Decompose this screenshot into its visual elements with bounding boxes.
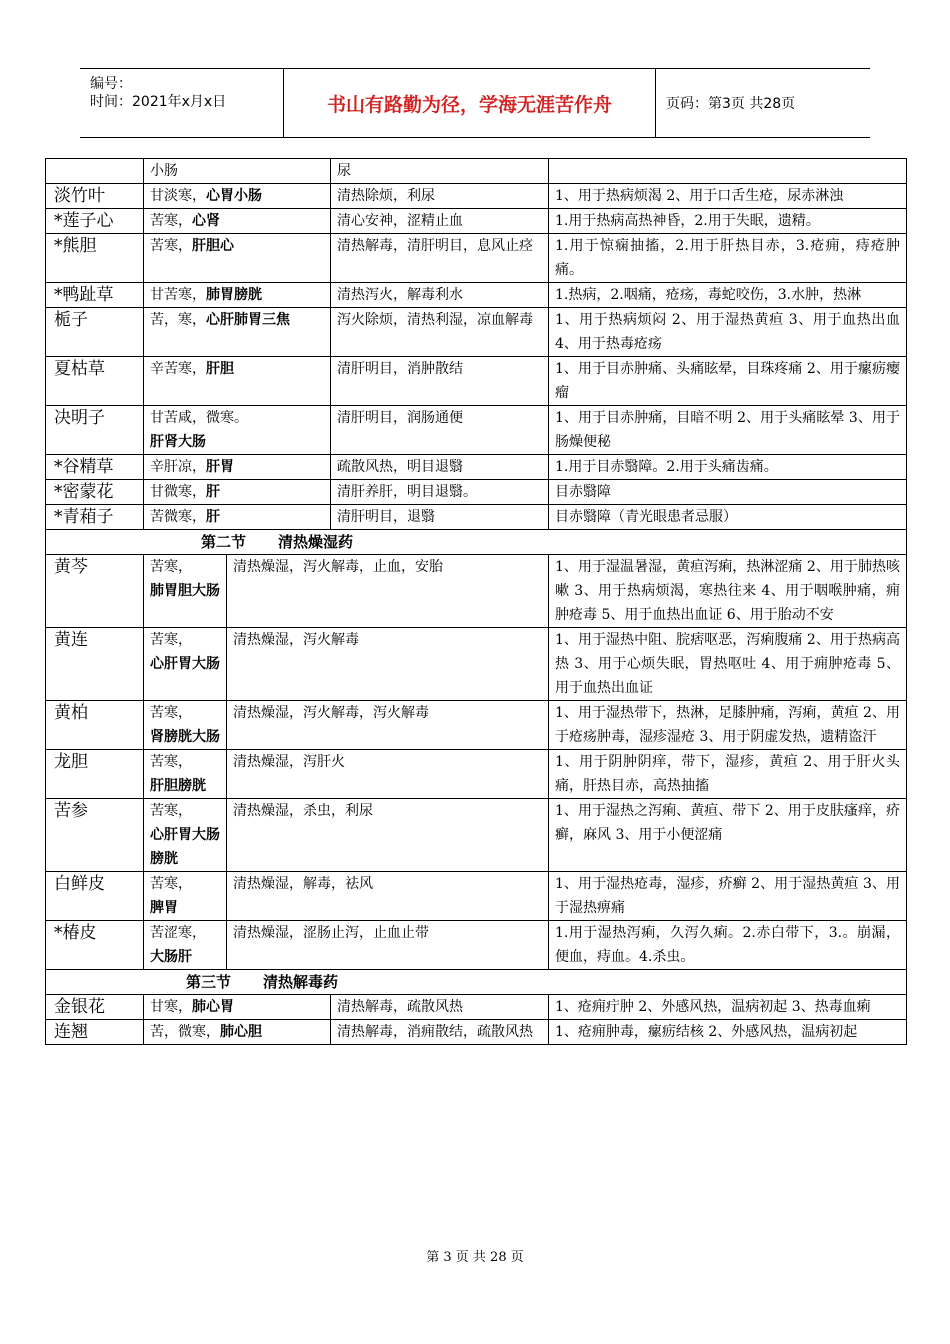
table-row <box>46 750 907 799</box>
indication-text: 1.用于目赤翳障。2.用于头痛齿痛。 <box>555 459 778 475</box>
table-row <box>46 799 907 872</box>
property-text: 小肠 <box>150 163 178 179</box>
section-heading <box>46 970 907 995</box>
table-row <box>46 480 907 505</box>
meridian-text: 肝胆膀胱 <box>150 778 206 794</box>
indication-text: 1、疮痈疔肿 2、外感风热，温病初起 3、热毒血痢 <box>555 999 871 1015</box>
herb-property <box>144 357 331 406</box>
herb-effect <box>331 995 549 1020</box>
effect-text: 清热解毒，消痈散结，疏散风热 <box>337 1024 533 1040</box>
herb-effect <box>331 159 549 184</box>
herb-indication <box>549 234 907 283</box>
page-footer: 第 3 页 共 28 页 <box>426 1250 524 1265</box>
table-row <box>46 234 907 283</box>
herb-name-text: *鸭趾草 <box>54 285 114 305</box>
effect-text: 清肝养肝，明目退翳。 <box>337 484 477 500</box>
indication-text: 1、用于目赤肿痛、头痛眩晕，目珠疼痛 2、用于瘰疬瘿瘤 <box>555 361 900 401</box>
herb-name-text: 黄连 <box>54 630 88 650</box>
property-text: 苦，寒， <box>150 312 206 328</box>
herb-name-text: 苦参 <box>54 801 88 821</box>
property-text: 辛肝凉， <box>150 459 206 475</box>
herb-effect <box>227 555 549 628</box>
herb-property <box>144 628 227 701</box>
herb-indication <box>549 283 907 308</box>
property-text: 苦寒， <box>150 705 192 721</box>
herb-effect <box>227 799 549 872</box>
table-row <box>46 995 907 1020</box>
herb-property <box>144 308 331 357</box>
indication-text: 1、用于湿热疮毒，湿疹，疥癣 2、用于湿热黄疸 3、用于湿热痹痛 <box>555 876 900 916</box>
property-text: 甘苦咸，微寒。 <box>150 410 248 426</box>
herb-indication <box>549 357 907 406</box>
herb-property <box>144 701 227 750</box>
meridian-text: 肺胃胆大肠 <box>150 583 220 599</box>
indication-text: 1、用于湿热带下，热淋，足膝肿痛，泻痢，黄疸 2、用于疮疡肿毒，湿疹湿疮 3、用于阴虚发热，遗精盗汗 <box>555 705 900 745</box>
table-row <box>46 555 907 628</box>
effect-text: 清热燥湿，涩肠止泻，止血止带 <box>233 925 429 941</box>
indication-text: 1.用于湿热泻痢，久泻久痢。2.赤白带下，3.。崩漏，便血，痔血。4.杀虫。 <box>555 925 900 965</box>
herb-indication <box>549 159 907 184</box>
herb-name-text: *密蒙花 <box>54 482 114 502</box>
herb-name-text: 金银花 <box>54 997 105 1017</box>
herb-property <box>144 209 331 234</box>
effect-text: 尿 <box>337 163 351 179</box>
herb-name <box>46 628 144 701</box>
effect-text: 清肝明目，退翳 <box>337 509 435 525</box>
herb-name-text: 龙胆 <box>54 752 88 772</box>
table-row <box>46 628 907 701</box>
herb-property <box>144 283 331 308</box>
herb-property <box>144 159 331 184</box>
effect-text: 清热燥湿，泻火解毒 <box>233 632 359 648</box>
herb-effect <box>227 750 549 799</box>
herb-indication <box>549 184 907 209</box>
table-row <box>46 505 907 530</box>
meridian-text: 脾胃 <box>150 900 178 916</box>
section-row <box>46 970 907 995</box>
property-text: 甘淡寒， <box>150 188 206 204</box>
herb-property <box>144 505 331 530</box>
property-text: 苦寒， <box>150 632 192 648</box>
herb-name <box>46 184 144 209</box>
herb-property <box>144 455 331 480</box>
effect-text: 清热燥湿，泻火解毒，泻火解毒 <box>233 705 429 721</box>
herb-property <box>144 750 227 799</box>
indication-text: 1.用于热病高热神昏，2.用于失眠，遗精。 <box>555 213 820 229</box>
herb-name-text: 白鲜皮 <box>54 874 105 894</box>
herb-effect <box>331 406 549 455</box>
meridian-text: 肝 <box>206 484 220 500</box>
indication-text: 1、疮痈肿毒，瘰疬结核 2、外感风热，温病初起 <box>555 1024 858 1040</box>
herb-property <box>144 872 227 921</box>
herb-name <box>46 455 144 480</box>
herb-name-text: 决明子 <box>54 408 105 428</box>
meridian-text: 肺心胃 <box>192 999 234 1015</box>
number-label: 编号： <box>90 76 132 92</box>
herb-property <box>144 921 227 970</box>
table-row <box>46 455 907 480</box>
herb-indication <box>549 308 907 357</box>
herb-name-text: 淡竹叶 <box>54 186 105 206</box>
herb-effect <box>331 283 549 308</box>
effect-text: 清热燥湿，泻火解毒，止血，安胎 <box>233 559 443 575</box>
herb-indication <box>549 872 907 921</box>
effect-text: 清肝明目，消肿散结 <box>337 361 463 377</box>
property-text: 甘寒， <box>150 999 192 1015</box>
indication-text: 1.用于惊痫抽搐，2.用于肝热目赤，3.疮痈，痔疮肿痛。 <box>555 238 900 278</box>
herb-effect <box>331 234 549 283</box>
property-text: 苦寒， <box>150 213 192 229</box>
property-text: 苦寒， <box>150 559 192 575</box>
page-header <box>80 68 870 138</box>
herb-name-text: *青葙子 <box>54 507 114 527</box>
herb-name-text: *椿皮 <box>54 923 97 943</box>
herb-property <box>144 1020 331 1045</box>
indication-text: 1、用于热病烦闷 2、用于湿热黄疸 3、用于血热出血 4、用于热毒疮疡 <box>555 312 900 352</box>
herb-name <box>46 283 144 308</box>
table-row <box>46 872 907 921</box>
herb-indication <box>549 209 907 234</box>
herb-name <box>46 159 144 184</box>
herb-name <box>46 872 144 921</box>
herb-name-text: 夏枯草 <box>54 359 105 379</box>
table-row <box>46 209 907 234</box>
property-text: 苦，微寒， <box>150 1024 220 1040</box>
herb-effect <box>227 701 549 750</box>
herb-name <box>46 995 144 1020</box>
property-text: 苦寒， <box>150 754 192 770</box>
meridian-text: 大肠肝 <box>150 949 192 965</box>
herb-effect <box>227 628 549 701</box>
herb-indication <box>549 921 907 970</box>
meridian-text: 肾膀胱大肠 <box>150 729 220 745</box>
meridian-text: 心胃小肠 <box>206 188 262 204</box>
table-row <box>46 1020 907 1045</box>
herb-name-text: 黄芩 <box>54 557 88 577</box>
indication-text: 1、用于湿热之泻痢、黄疸、带下 2、用于皮肤瘙痒，疥癣，麻风 3、用于小便涩痛 <box>555 803 900 843</box>
table-row <box>46 184 907 209</box>
effect-text: 清热解毒，疏散风热 <box>337 999 463 1015</box>
meridian-text: 肺胃膀胱 <box>206 287 262 303</box>
effect-text: 清热解毒，清肝明目，息风止痉 <box>337 238 533 254</box>
property-text: 苦寒， <box>150 876 192 892</box>
indication-text: 目赤翳障（青光眼患者忌服） <box>555 509 737 525</box>
meridian-text: 肝胃 <box>206 459 234 475</box>
herb-effect <box>331 480 549 505</box>
herb-indication <box>549 480 907 505</box>
property-text: 苦寒， <box>150 238 192 254</box>
indication-text: 目赤翳障 <box>555 484 611 500</box>
section-row <box>46 530 907 555</box>
herb-effect <box>331 505 549 530</box>
herb-indication <box>549 799 907 872</box>
meridian-text: 心肝胃大肠 <box>150 656 220 672</box>
herb-name <box>46 357 144 406</box>
herb-name <box>46 750 144 799</box>
herb-name-text: 黄柏 <box>54 703 88 723</box>
time-label: 时间：2021年x月x日 <box>90 94 227 110</box>
effect-text: 清热燥湿，杀虫，利尿 <box>233 803 373 819</box>
effect-text: 清热燥湿，泻肝火 <box>233 754 345 770</box>
herb-name <box>46 921 144 970</box>
herb-name-text: *谷精草 <box>54 457 114 477</box>
meridian-text: 肝肾大肠 <box>150 434 206 450</box>
table-row <box>46 357 907 406</box>
herb-indication <box>549 555 907 628</box>
property-text: 辛苦寒， <box>150 361 206 377</box>
effect-text: 清热泻火，解毒利水 <box>337 287 463 303</box>
effect-text: 清肝明目，润肠通便 <box>337 410 463 426</box>
property-text: 甘苦寒， <box>150 287 206 303</box>
effect-text: 清热除烦，利尿 <box>337 188 435 204</box>
herb-indication <box>549 406 907 455</box>
herb-effect <box>331 1020 549 1045</box>
herb-name <box>46 209 144 234</box>
herb-name <box>46 480 144 505</box>
property-text: 甘微寒， <box>150 484 206 500</box>
indication-text: 1、用于阴肿阴痒，带下，湿疹，黄疸 2、用于肝火头痛，肝热目赤，高热抽搐 <box>555 754 900 794</box>
section-title: 清热燥湿药 <box>278 533 354 551</box>
herb-name-text: 栀子 <box>54 310 88 330</box>
herb-name <box>46 406 144 455</box>
herb-name <box>46 234 144 283</box>
section-number: 第三节 <box>186 973 232 991</box>
herb-name <box>46 308 144 357</box>
meridian-text: 肝胆 <box>206 361 234 377</box>
herb-name <box>46 1020 144 1045</box>
meridian-text: 心肾 <box>192 213 220 229</box>
indication-text: 1、用于湿温暑湿，黄疸泻痢，热淋涩痛 2、用于肺热咳嗽 3、用于热病烦渴，寒热往来 4、用于咽喉肿痛，痈肿疮毒 5、用于血热出血证 6、用于胎动不安 <box>555 559 900 623</box>
effect-text: 清热燥湿，解毒，祛风 <box>233 876 373 892</box>
herb-effect <box>331 184 549 209</box>
herb-effect <box>331 357 549 406</box>
indication-text: 1、用于湿热中阻、脘痞呕恶，泻痢腹痛 2、用于热病高热 3、用于心烦失眠，胃热呕吐 4、用于痈肿疮毒 5、用于血热出血证 <box>555 632 900 696</box>
table-row <box>46 701 907 750</box>
herb-indication <box>549 1020 907 1045</box>
herb-property <box>144 995 331 1020</box>
herb-property <box>144 555 227 628</box>
table-row <box>46 159 907 184</box>
herb-property <box>144 406 331 455</box>
table-row <box>46 921 907 970</box>
herb-name <box>46 701 144 750</box>
meridian-text: 肺心胆 <box>220 1024 262 1040</box>
section-title: 清热解毒药 <box>263 973 339 991</box>
effect-text: 清心安神，涩精止血 <box>337 213 463 229</box>
property-text: 苦微寒， <box>150 509 206 525</box>
table-row <box>46 406 907 455</box>
herb-name-text: 连翘 <box>54 1022 88 1042</box>
herb-property <box>144 184 331 209</box>
herb-name-text: *莲子心 <box>54 211 114 231</box>
herb-name <box>46 799 144 872</box>
indication-text: 1.热病，2.咽痛，疮疡，毒蛇咬伤，3.水肿，热淋 <box>555 287 862 303</box>
section-heading <box>46 530 907 555</box>
herb-effect <box>331 209 549 234</box>
herb-property <box>144 234 331 283</box>
herb-effect <box>227 921 549 970</box>
table-row <box>46 308 907 357</box>
herb-indication <box>549 750 907 799</box>
effect-text: 疏散风热，明目退翳 <box>337 459 463 475</box>
herb-name <box>46 555 144 628</box>
section-number: 第二节 <box>201 533 247 551</box>
meridian-text: 肝 <box>206 509 220 525</box>
meridian-text: 肝胆心 <box>192 238 234 254</box>
property-text: 苦寒， <box>150 803 192 819</box>
page-info: 页码：第3页 共28页 <box>666 96 796 112</box>
herb-effect <box>331 308 549 357</box>
herb-property <box>144 799 227 872</box>
herb-name <box>46 505 144 530</box>
herb-property <box>144 480 331 505</box>
herb-indication <box>549 701 907 750</box>
effect-text: 泻火除烦，清热利湿，凉血解毒 <box>337 312 533 328</box>
meridian-text: 心肝胃大肠膀胱 <box>150 827 220 867</box>
motto: 书山有路勤为径，学海无涯苦作舟 <box>284 69 656 137</box>
meridian-text: 心肝肺胃三焦 <box>206 312 290 328</box>
herb-indication <box>549 505 907 530</box>
table-row <box>46 283 907 308</box>
herb-indication <box>549 628 907 701</box>
herb-table <box>45 158 907 1045</box>
indication-text: 1、用于热病烦渴 2、用于口舌生疮，尿赤淋浊 <box>555 188 844 204</box>
herb-name-text: *熊胆 <box>54 236 97 256</box>
herb-indication <box>549 455 907 480</box>
header-meta <box>80 69 284 137</box>
property-text: 苦涩寒， <box>150 925 206 941</box>
herb-effect <box>331 455 549 480</box>
herb-effect <box>227 872 549 921</box>
herb-indication <box>549 995 907 1020</box>
indication-text: 1、用于目赤肿痛，目暗不明 2、用于头痛眩晕 3、用于肠燥便秘 <box>555 410 900 450</box>
